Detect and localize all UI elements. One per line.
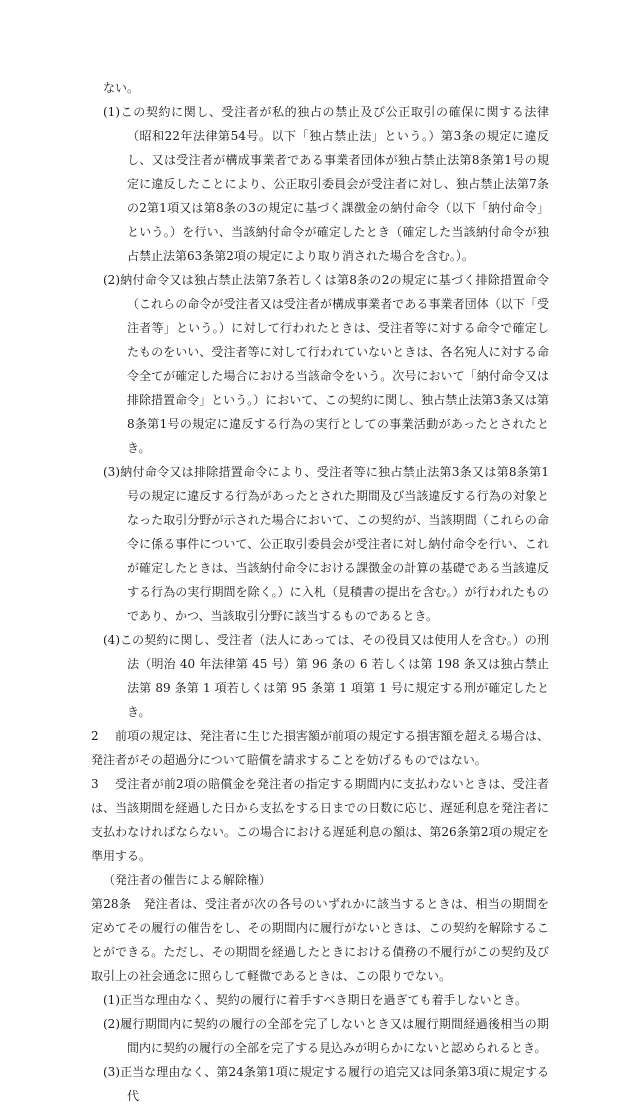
item-text: 納付命令又は排除措置命令により、受注者等に独占禁止法第3条又は第8条第1号の規定に違反する行為があったとされた期間及び当該違反する行為の対象となった取引分野が示された場合において、この契約が、当該期間（これらの命令に係る事件について、公正取引委員会が受注者に対し納付命令を行い、これが確定したときは、当該納付命令における課徴金の計算の基礎である当該違反する行為の実行期間を除く。）に入札（見積書の提出を含む。）が行われたものであり、かつ、当該取引分野に該当するものであるとき。	[120, 465, 549, 623]
item-label: (1)	[103, 993, 120, 1007]
list-item	[91, 460, 549, 628]
item-text: この契約に関し、受注者（法人にあっては、その役員又は使用人を含む。）の刑法（明治 40 年法律第 45 号）第 96 条の 6 若しくは第 198 条又は独占禁止法第 89 条第 1 項若しくは第 95 条第 1 項第 1 号に規定する刑が確定したとき。	[120, 633, 549, 719]
item-text: 納付命令又は独占禁止法第7条若しくは第8条の2の規定に基づく排除措置命令（これらの命令が受注者又は受注者が構成事業者である事業者団体（以下「受注者等」という。）に対して行われたときは、受注者等に対する命令で確定したものをいい、受注者等に対して行われていないときは、各名宛人に対する命令全てが確定した場合における当該命令をいう。次号において「納付命令又は排除措置命令」という。）において、この契約に関し、独占禁止法第3条又は第8条第1号の規定に違反する行為の実行としての事業活動があったとされたとき。	[120, 273, 549, 455]
item-text: 正当な理由なく、第24条第1項に規定する履行の追完又は同条第3項に規定する代	[120, 1065, 549, 1103]
article-number: 第28条	[91, 897, 132, 911]
list-item	[91, 1060, 549, 1108]
paragraph-text: 受注者が前2項の賠償金を発注者の指定する期間内に支払わないときは、受注者は、当該期間を経過した日から支払をする日までの日数に応じ、遅延利息を発注者に支払わなければならない。この場合における遅延利息の額は、第26条第2項の規定を準用する。	[91, 777, 549, 863]
continuation-line	[91, 76, 549, 100]
item-label: (3)	[103, 465, 120, 479]
item-label: (3)	[103, 1065, 120, 1079]
list-item	[91, 100, 549, 268]
paragraph-number: 2	[91, 729, 99, 743]
item-label: (1)	[103, 105, 120, 119]
item-label: (2)	[103, 273, 120, 287]
continuation-text: ない。	[103, 81, 140, 95]
list-item	[91, 1012, 549, 1060]
paragraph-3	[91, 772, 549, 868]
item-text: 履行期間内に契約の履行の全部を完了しないとき又は履行期間経過後相当の期間内に契約の履行の全部を完了する見込みが明らかにないと認められるとき。	[120, 1017, 549, 1055]
list-item	[91, 268, 549, 460]
item-list	[91, 100, 549, 1108]
paragraph-text: 前項の規定は、発注者に生じた損害額が前項の規定する損害額を超える場合は、発注者がその超過分について賠償を請求することを妨げるものではない。	[91, 729, 549, 767]
paragraph-2	[91, 724, 549, 772]
item-text: 正当な理由なく、契約の履行に着手すべき期日を過ぎても着手しないとき。	[120, 993, 528, 1007]
item-label: (4)	[103, 633, 120, 647]
article-caption: （発注者の催告による解除権）	[103, 873, 272, 887]
article-body	[91, 892, 549, 988]
list-item	[91, 628, 549, 724]
item-text: この契約に関し、受注者が私的独占の禁止及び公正取引の確保に関する法律（昭和22年法律第54号。以下「独占禁止法」という。）第3条の規定に違反し、又は受注者が構成事業者である事業者団体が独占禁止法第8条第1号の規定に違反したことにより、公正取引委員会が受注者に対し、独占禁止法第7条の2第1項又は第8条の3の規定に基づく課徴金の納付命令（以下「納付命令」という。）を行い、当該納付命令が確定したとき（確定した当該納付命令が独占禁止法第63条第2項の規定により取り消された場合を含む。）。	[120, 105, 549, 263]
item-label: (2)	[103, 1017, 120, 1031]
article-text: 発注者は、受注者が次の各号のいずれかに該当するときは、相当の期間を定めてその履行の催告をし、その期間内に履行がないときは、この契約を解除することができる。ただし、その期間を経過したときにおける債務の不履行がこの契約及び取引上の社会通念に照らして軽微であるときは、この限りでない。	[91, 897, 549, 983]
paragraph-number: 3	[91, 777, 99, 791]
list-item	[91, 988, 549, 1012]
